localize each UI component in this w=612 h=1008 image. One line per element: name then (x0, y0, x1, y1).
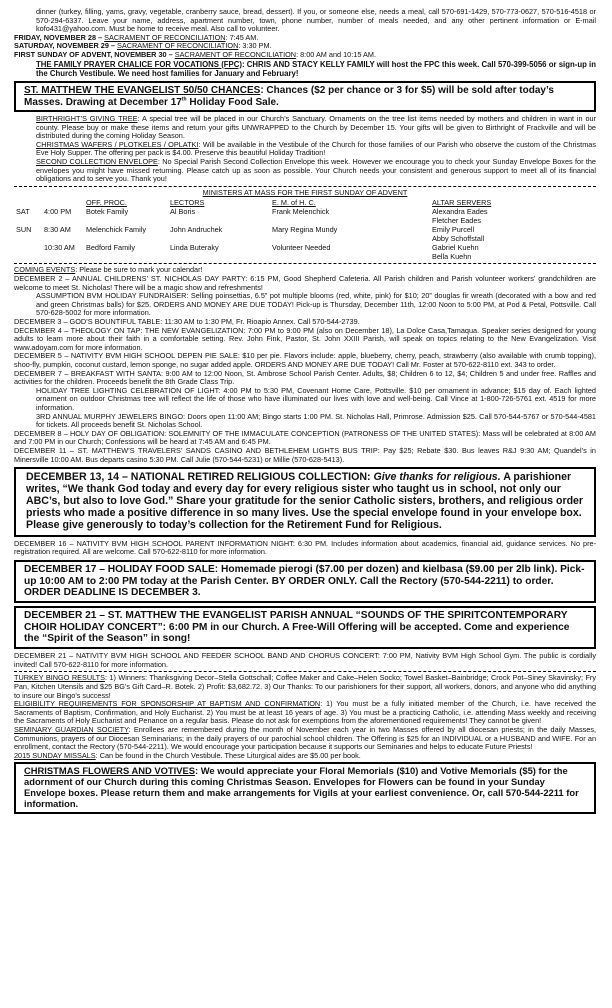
row-day: SAT (16, 206, 30, 216)
retired-religious-box (14, 467, 596, 536)
food-sale-box: DECEMBER 17 – HOLIDAY FOOD SALE: Homemade pierogi ($7.00 per dozen) and kielbasa ($9.00 per 2lb link). Pick-up 10:00 AM to 2:00 PM today at the Parish Center. BY ORDER ONLY. Call the Rectory (570-544-2211) to order. ORDER DEADLINE IS DECEMBER 3. (14, 560, 596, 603)
server-name: Alexandra Eades (432, 206, 488, 216)
row-time: 4:00 PM (44, 206, 72, 216)
row-day (14, 243, 42, 261)
thanksgiving-meal-text: dinner (turkey, filling, yams, gravy, vegetable, cranberry sauce, bread, dessert). If you, or someone else, needs a meal, call 570-691-1429, 570-773-0627, 570-516-4518 or 570-294-6337. Leave your name, address, apartment number, town, phone number, number of meals needed, and any other pertinent information or E-mail kofo431@yahoo.com. Must be home to receive meal. Also call to volunteer. (36, 7, 596, 34)
choir-concert-box: DECEMBER 21 – ST. MATTHEW THE EVANGELIST PARISH ANNUAL “SOUNDS OF THE SPIRITCONTEMPORARY CHOIR HOLIDAY CONCERT”: 6:00 PM in our Church. A Free-Will Offering will be accepted. Come and experience the “Spirit of the Season” in song! (14, 606, 596, 649)
ministers-header-row (14, 198, 596, 207)
birthright-title: BIRTHRIGHT’S GIVING TREE (36, 114, 138, 124)
event-item: DECEMBER 4 – THEOLOGY ON TAP: THE NEW EVANGELIZATION: 7:00 PM to 9:00 PM (also on December 18), La Dolce Casa,Tamaqua. Speaker series designed for young adults to learn more about their faith in a comfortable setting. Rev. John Fink, Pastor, St. John XXIII Parish, will speak on topics relating to the New Evangelization. Visit www.adoyam.com for more information. (14, 325, 596, 352)
saturday-label: SATURDAY, NOVEMBER 29 – (14, 41, 115, 51)
row-proc: Bedford Family (86, 243, 136, 253)
sponsor-text: : 1) You must be a fully initiated member of the Church, i.e. have received the Sacraments of Baptism, Confirmation, and Holy Eucharist. 2) You must be at least 16 years of age. 3) You must be a practicing Catholic, i.e. attending Mass weekly and receiving the Sacraments of Holy Eucharist and Penance on a regular basis. Please do not ask for exemptions from the aforementioned requirements! They cannot be given! (14, 699, 597, 726)
divider (14, 263, 596, 264)
ministers-row (14, 225, 596, 243)
col-lectors: LECTORS (170, 197, 205, 207)
row-day: SUN (16, 224, 32, 234)
row-em: Mary Regina Mundy (272, 224, 338, 234)
birthright-text: : A special tree will be placed in our Church’s Sanctuary. Ornaments on the tree list items needed by mothers and children in want in our county. Please buy or make these items and return your gifts UNWRAPPED to the Church by December 15. Your gifts will be given to Birthright of Frackville and will be distributed during the coming Holiday Season. (36, 114, 596, 141)
sunday-reconciliation (14, 51, 596, 60)
event-item: DECEMBER 8 – HOLY DAY OF OBLIGATION: SOLEMNITY OF THE IMMACULATE CONCEPTION (PATRONESS OF THE UNITED STATES): Mass will be celebrated at 8:00 AM and 7:00 PM in our Church; Confessions will be heard at 7:45 AM and 6:45 PM. (14, 428, 596, 447)
row-time: 8:30 AM (44, 224, 71, 234)
event-item: DECEMBER 5 – NATIVITY BVM HIGH SCHOOL DEPEN PIE SALE: $10 per pie. Flavors include: apple, blueberry, cherry, peach, strawberry (also available with crumb topping), shoo-fly, pumpkin, coconut custard, lemon sponge, no sugar added apple. ORDERS AND MONEY ARE DUE TODAY! Call Mr. Foster at 570-622-8110 ext. 343 to order. (14, 351, 596, 369)
event-item: DECEMBER 16 – NATIVITY BVM HIGH SCHOOL PARENT INFORMATION NIGHT: 6:30 PM. Includes information about academics, financial aid, guidance services. No pre-registration required. All are welcome. Call 570-622-8110 for more information. (14, 538, 596, 557)
wafers-title: CHRISTMAS WAFERS / PLOTKELES / OPLATKI (36, 139, 199, 149)
ministers-row (14, 243, 596, 261)
event-item: DECEMBER 11 – ST. MATTHEW’S TRAVELERS’ SANDS CASINO AND BETHLEHEM LIGHTS BUS TRIP: Pay $25; Rebate $30. Bus leaves R&J 9:30 AM; Quandel’s in Minersville 10:00 AM. Bus departs casino 5:30 PM. Call Julie (570-544-5231) or Millie (570-628-5413). (14, 446, 596, 464)
wafers-text: : Will be available in the Vestibule of the Church for those families of our Parish who observe the custom of the Christmas Eve Holy Supper. The offering per pack is $4.00. Preserve this beautiful Holiday Tradition! (36, 139, 596, 158)
ministers-table (14, 198, 596, 262)
event-item: DECEMBER 7 – BREAKFAST WITH SANTA: 9:00 AM to 12:00 Noon, St. Ambrose School Parish Center. Adults, $8; Children 6 to 12, $4; Children 5 and under free. Raffles and activities for the children. Proceeds benefit the 8th Grade Class Trip. (14, 368, 596, 387)
event-item: DECEMBER 21 – NATIVITY BVM HIGH SCHOOL AND FEEDER SCHOOL BAND AND CHORUS CONCERT: 7:00 PM, Nativity BVM High School Gym. The public is cordially invited! Call 570-622-8110 for more information. (14, 651, 596, 669)
row-servers (430, 243, 596, 261)
event-item: HOLIDAY TREE LIGHTING CELEBRATION OF LIGHT: 4:00 PM to 5:30 PM, Covenant Home Care, Pottsville. $10 per ornament in advance; $15 day of. Each lighted ornament on outdoor Christmas tree will reflect the life of those who have illuminated our lives with love and well-being. Call Vince at 1-800-726-5761 ext. 4519 for more information. (36, 385, 596, 413)
retired-text: A parishioner writes, “We thank God today and every day for every religious sister who taught us in school, not only our ABC’s, but also to love God.” Share your gratitude for the senior Catholic sisters, brothers, and religious order priests who made a positive difference in so many lives. Use the special envelope found in your envelope box. Please give generously to today’s collection for the Retirement Fund for Religious. (26, 471, 584, 531)
row-servers (430, 225, 596, 243)
sunday-label: FIRST SUNDAY OF ADVENT, NOVEMBER 30 – (14, 50, 173, 60)
server-name: Abby Schoffstall (432, 233, 485, 243)
fifty-fifty-text: : Chances ($2 per chance or 3 for $5) will be sold after today’s Masses. Drawing at December 17 (24, 85, 554, 108)
events-heading-rest: : Please be sure to mark your calendar! (75, 265, 203, 275)
fifty-fifty-title: ST. MATTHEW THE EVANGELIST 50/50 CHANCES (24, 85, 261, 97)
row-em: Volunteer Needed (272, 243, 331, 253)
col-proc: OFF. PROC. (86, 197, 127, 207)
row-servers (430, 207, 596, 225)
ministers-heading: MINISTERS AT MASS FOR THE FIRST SUNDAY OF ADVENT (202, 187, 408, 197)
event-item: DECEMBER 2 – ANNUAL CHILDRENS’ ST. NICHOLAS DAY PARTY: 6:15 PM, Good Shepherd Cafeteria. All Parish children and Parish volunteer workers’ grandchildren are welcome to meet St. Nicholas! There will be a magic show and refreshments! (14, 273, 596, 292)
row-proc: Botek Family (86, 206, 129, 216)
bingo-title: TURKEY BINGO RESULTS (14, 673, 105, 683)
fifty-fifty-sup: th (181, 96, 187, 103)
event-item: ASSUMPTION BVM HOLIDAY FUNDRAISER: Selling poinsettias, 6.5” pot multiple blooms (red, white, pink) for $10; 20” douglas fir wreath (decorated with a bow and red and green Christmas balls) for $25. ORDERS AND MONEY ARE DUE TODAY! Pick-up is Thursday, December 11th, 12:00 Noon to 5:00 PM, at Pod & Petal, Pottsville. Call 570-628-5002 for more information. (36, 291, 596, 318)
col-em: E. M. of H. C. (272, 197, 316, 207)
wafers-paragraph (14, 141, 596, 158)
row-time: 10:30 AM (44, 243, 75, 253)
seminary-title: SEMINARY GUARDIAN SOCIETY (14, 725, 129, 734)
row-lector: Al Boris (170, 206, 196, 216)
prayer-chalice (14, 60, 596, 78)
seminary-paragraph (14, 726, 596, 752)
flowers-title: CHRISTMAS FLOWERS AND VOTIVES (24, 765, 196, 777)
divider (14, 186, 596, 187)
christmas-flowers-box (14, 762, 596, 813)
second-collection-paragraph (14, 158, 596, 184)
event-item: 3RD ANNUAL MURPHY JEWELERS BINGO: Doors open 11:00 AM; Bingo starts 1:00 PM. St. Nicholas Hall, Primrose. Admission $25. Call 570-544-5767 or 570-544-4581 for tickets. All proceeds benefit St. Nicholas School. (36, 411, 596, 430)
server-name: Fletcher Eades (432, 215, 482, 225)
row-em: Frank Melenchick (272, 206, 330, 216)
second-collection-title: SECOND COLLECTION ENVELOPE (36, 157, 158, 167)
server-name: Bella Kuehn (432, 252, 472, 262)
sponsor-title: ELIGIBILITY REQUIREMENTS FOR SPONSORSHIP AT BAPTISM AND CONFIRMATION (14, 699, 321, 709)
col-servers: ALTAR SERVERS (432, 197, 492, 207)
divider (14, 671, 596, 672)
ministers-row (14, 207, 596, 225)
friday-time: : 7:45 AM. (225, 32, 259, 42)
friday-sacrament: SACRAMENT OF RECONCILIATION (104, 32, 226, 42)
missals-paragraph (14, 752, 596, 761)
saturday-time: : 3:30 PM. (238, 41, 272, 51)
bingo-paragraph (14, 674, 596, 700)
events-heading-label: COMING EVENTS (14, 265, 76, 275)
server-name: Gabriel Kuehn (432, 243, 479, 253)
sunday-time: : 8:00 AM and 10:15 AM. (296, 50, 376, 60)
seminary-text: : Enrollees are remembered during the month of November each year in two Masses offered by all diocesan priests; in the daily Masses, Communions, prayers of our Diocesan Seminarians; in the daily prayers of our parochial school children. The Offering is $25 for an INDIVIDUAL or a HUSBAND and WIFE. For an enrollment, contact the Rectory (570-544-2211). We would encourage your participation because it supports our Seminaries and helps to educate Future Priests! (14, 725, 596, 752)
chalice-title: THE FAMILY PRAYER CHALICE FOR VOCATIONS (FPC) (36, 59, 242, 69)
row-lector: John Andruchek (170, 224, 223, 234)
birthright-paragraph (14, 115, 596, 141)
second-collection-text: : No Special Parish Second Collection Envelope this week. However we encourage you to check your Sunday Envelope Boxes for the envelopes you might have missed returning. Please catch up as soon as possible. Your Church needs your consistent and generous support to meet all of its financial obligations and to serve you. Thank you! (36, 157, 596, 184)
missals-text: : Can be found in the Church Vestibule. These Liturgical aides are $5.00 per book. (95, 750, 361, 760)
saturday-sacrament: SACRAMENT OF RECONCILIATION (117, 41, 239, 51)
event-item: DECEMBER 3 – GOD’S BOUNTIFUL TABLE: 11:30 AM to 1:30 PM, Fr. Rioapio Annex. Call 570-544-2739. (14, 316, 360, 326)
retired-title: DECEMBER 13, 14 – NATIONAL RETIRED RELIGIOUS COLLECTION: (26, 471, 371, 484)
sponsor-paragraph (14, 700, 596, 726)
row-proc: Melenchick Family (86, 224, 147, 234)
row-lector: Linda Buteraky (170, 243, 219, 253)
server-name: Emily Purcell (432, 224, 475, 234)
missals-title: 2015 SUNDAY MISSALS (14, 750, 96, 760)
retired-lead: Give thanks for religious. (373, 471, 501, 484)
friday-label: FRIDAY, NOVEMBER 28 – (14, 32, 103, 42)
sunday-sacrament: SACRAMENT OF RECONCILIATION (174, 50, 297, 60)
fifty-fifty-text-end: Holiday Food Sale. (186, 96, 279, 108)
flowers-text: : We would appreciate your Floral Memorials ($10) and Votive Memorials ($5) for the adornment of our Church during this coming Christmas Season. Envelopes for Flowers can be found in your Sunday Envelope boxes. Please return them and make arrangements for Vigils at your earliest convenience. Or, call 570-544-2211 for information. (24, 765, 579, 809)
bingo-text: : 1) Winners: Thanksgiving Decor–Stella Gottschall; Coffee Maker and Cake–Helen Socko; Towel Basket–Bainbridge; Crock Pot–Siney Skavinsky; Fry Pan, Kitchen Utensils and $25 BG’s Gift Card–R. Botek. 2) Profit: $3,682.72. 3) Our Thanks: To our parishioners for their support, all workers, donors, and anyone who did anything to insure our Bingo’s success! (14, 673, 596, 700)
fifty-fifty-box (14, 81, 596, 112)
chalice-text: : CHRIS AND STACY KELLY FAMILY will host the FPC this week. Call 570-399-5056 or sign-up in the Church Vestibule. We need host families for January and February! (36, 59, 596, 78)
